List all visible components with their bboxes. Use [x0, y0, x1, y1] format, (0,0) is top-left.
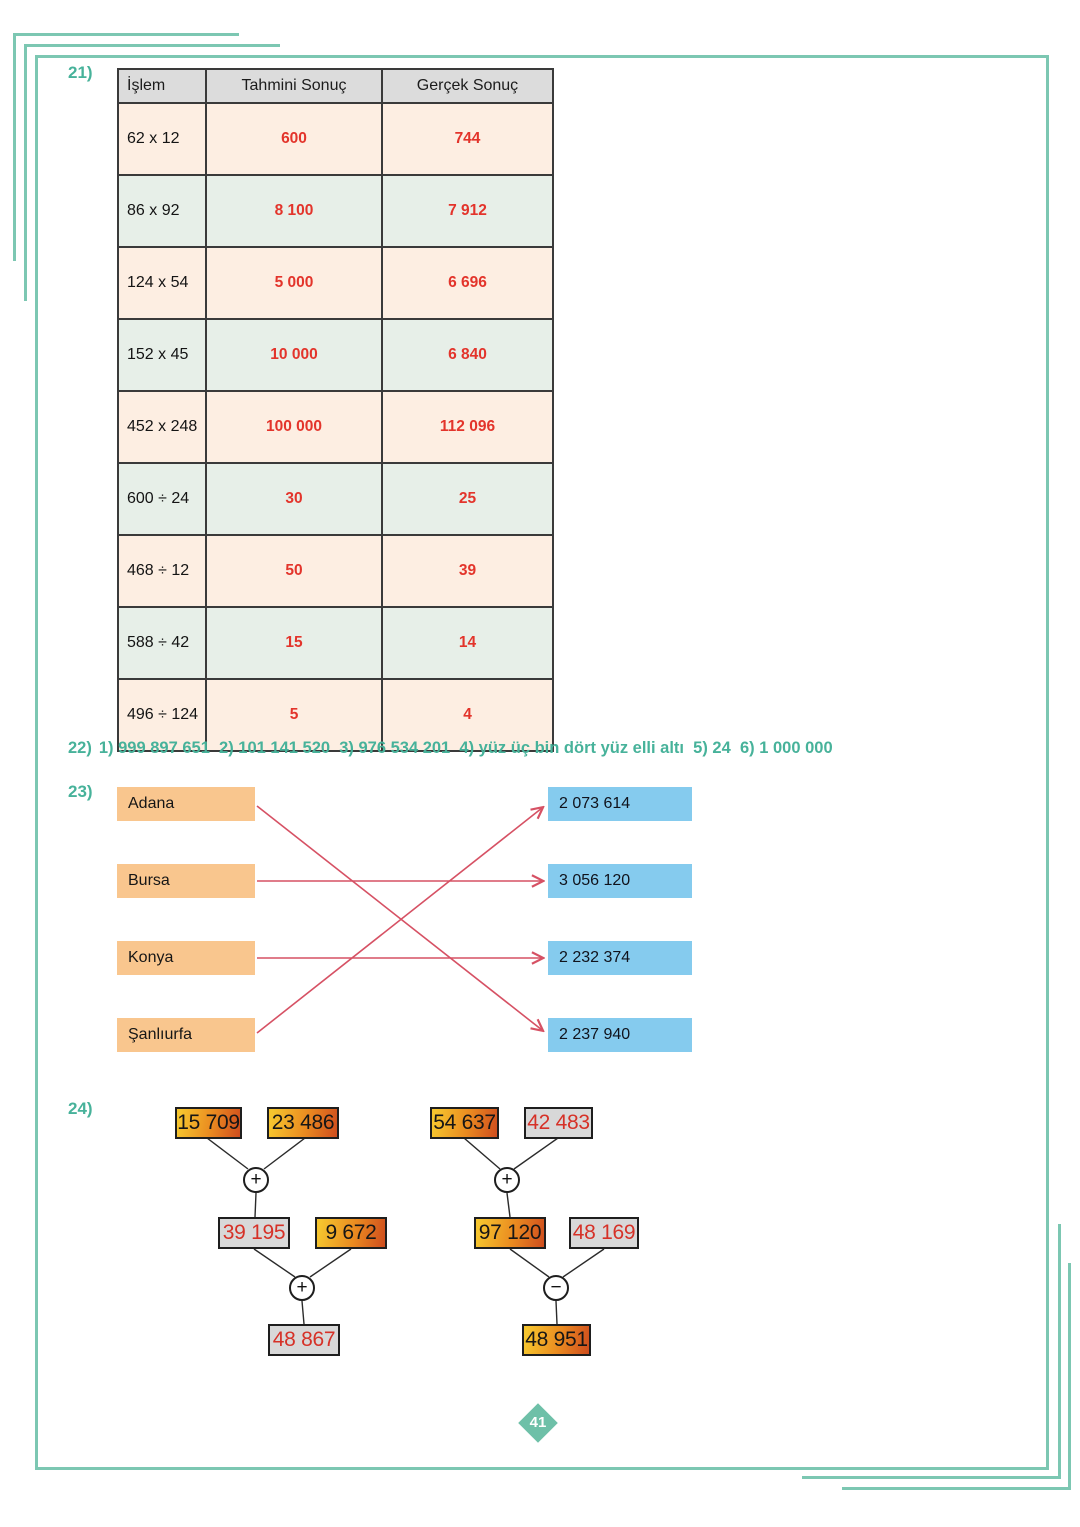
cell-actual: 25: [382, 463, 553, 535]
number-box-2: 3 056 120: [548, 864, 692, 898]
cell-operation: 86 x 92: [118, 175, 206, 247]
cell-operation: 62 x 12: [118, 103, 206, 175]
tree2-mid-left: 97 120: [474, 1217, 546, 1249]
number-box-3: 2 232 374: [548, 941, 692, 975]
match-arrow-adana: [257, 806, 542, 1030]
tree2-result: 48 951: [522, 1324, 591, 1356]
cell-actual: 4: [382, 679, 553, 751]
q23-label: 23): [68, 782, 93, 801]
tree1-mid-right: 9 672: [315, 1217, 387, 1249]
tree1-result: 48 867: [268, 1324, 340, 1356]
q22-answers: 1) 999 897 651 2) 101 141 520 3) 976 534 201 4) yüz üç bin dört yüz elli altı 5) 24 6) 1 000 000: [98, 739, 833, 757]
tree1-top-left: 15 709: [175, 1107, 242, 1139]
col-header-estimated: Tahmini Sonuç: [206, 69, 382, 103]
q24-label: 24): [68, 1099, 93, 1118]
tree1-mid-left: 39 195: [218, 1217, 290, 1249]
tree2-top-left: 54 637: [430, 1107, 499, 1139]
cell-operation: 588 ÷ 42: [118, 607, 206, 679]
cell-estimated: 5 000: [206, 247, 382, 319]
cell-actual: 39: [382, 535, 553, 607]
tree2-top-right: 42 483: [524, 1107, 593, 1139]
page-number-badge: [518, 1403, 558, 1443]
tree2-operator-top: +: [494, 1167, 520, 1193]
tree1-operator-top: +: [243, 1167, 269, 1193]
col-header-operation: İşlem: [118, 69, 206, 103]
city-box-adana: Adana: [117, 787, 255, 821]
cell-operation: 152 x 45: [118, 319, 206, 391]
cell-estimated: 100 000: [206, 391, 382, 463]
cell-operation: 124 x 54: [118, 247, 206, 319]
cell-estimated: 50: [206, 535, 382, 607]
cell-operation: 452 x 248: [118, 391, 206, 463]
cell-estimated: 600: [206, 103, 382, 175]
q21-label: 21): [68, 63, 93, 82]
cell-operation: 600 ÷ 24: [118, 463, 206, 535]
q22-label: 22): [68, 739, 92, 757]
cell-actual: 744: [382, 103, 553, 175]
cell-actual: 6 840: [382, 319, 553, 391]
number-box-1: 2 073 614: [548, 787, 692, 821]
cell-operation: 496 ÷ 124: [118, 679, 206, 751]
cell-estimated: 8 100: [206, 175, 382, 247]
col-header-actual: Gerçek Sonuç: [382, 69, 553, 103]
cell-estimated: 10 000: [206, 319, 382, 391]
match-arrow-sanliurfa: [257, 808, 542, 1033]
tree2-operator-bottom: −: [543, 1275, 569, 1301]
cell-actual: 7 912: [382, 175, 553, 247]
number-box-4: 2 237 940: [548, 1018, 692, 1052]
cell-actual: 112 096: [382, 391, 553, 463]
city-box-konya: Konya: [117, 941, 255, 975]
tree1-top-right: 23 486: [267, 1107, 339, 1139]
cell-actual: 6 696: [382, 247, 553, 319]
cell-operation: 468 ÷ 12: [118, 535, 206, 607]
tree1-operator-bottom: +: [289, 1275, 315, 1301]
city-box-sanliurfa: Şanlıurfa: [117, 1018, 255, 1052]
cell-actual: 14: [382, 607, 553, 679]
cell-estimated: 30: [206, 463, 382, 535]
city-box-bursa: Bursa: [117, 864, 255, 898]
cell-estimated: 15: [206, 607, 382, 679]
tree2-mid-right: 48 169: [569, 1217, 639, 1249]
cell-estimated: 5: [206, 679, 382, 751]
page-number: 41: [529, 1414, 547, 1431]
